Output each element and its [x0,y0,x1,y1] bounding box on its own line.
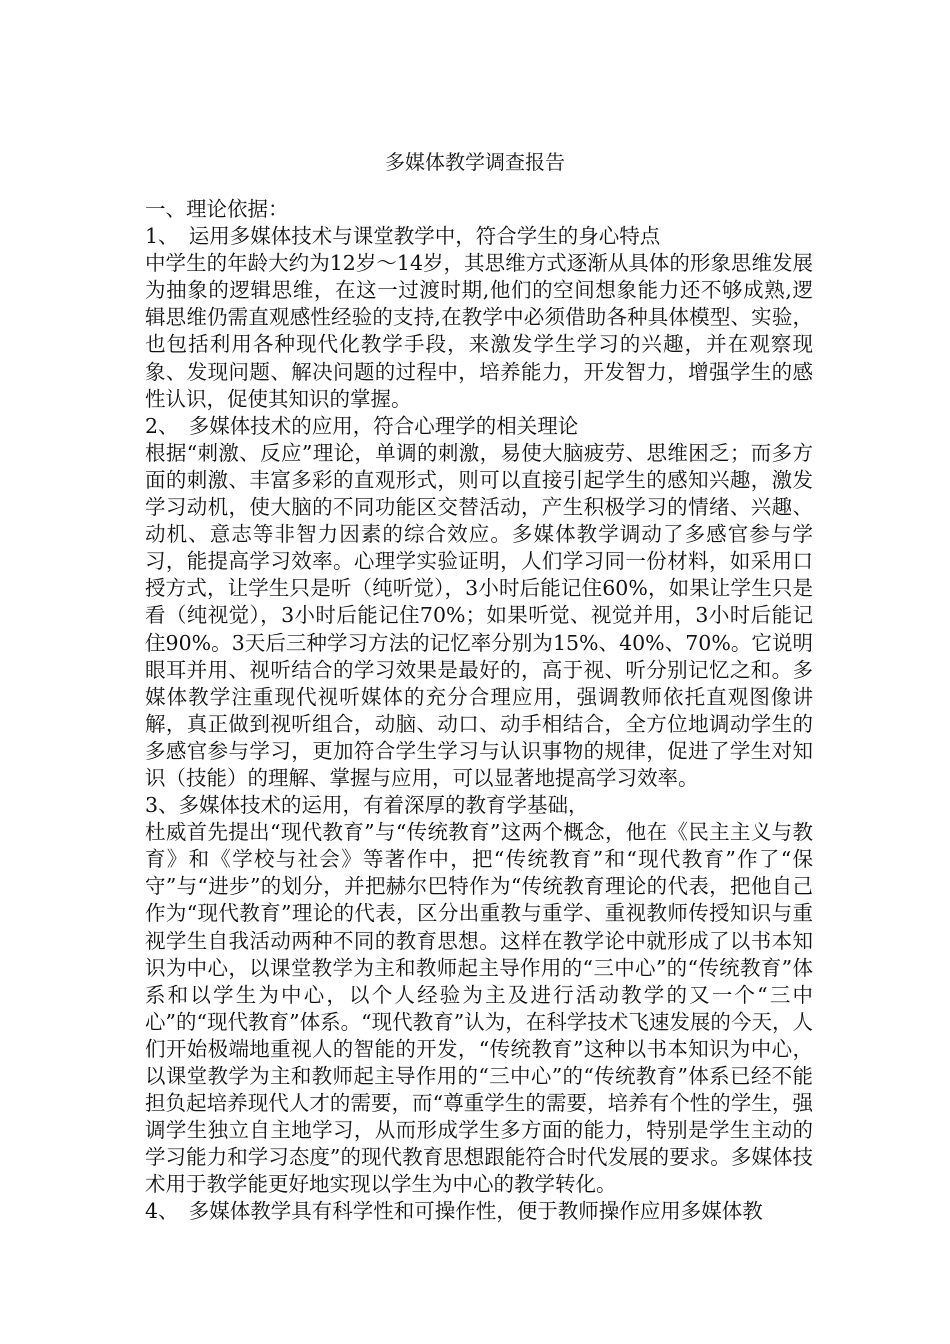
item-1-paragraph: 中学生的年龄大约为12岁～14岁，其思维方式逐渐从具体的形象思维发展为抽象的逻辑思维，在这一过渡时期,他们的空间想象能力还不够成熟,逻辑思维仍需直观感性经验的支持,在教学中必须借助各种具体模型、实验，也包括利用各种现代化教学手段，来激发学生学习的兴趣，并在观察现象、发现问题、解决问题的过程中，培养能力，开发智力，增强学生的感性认识，促使其知识的掌握。 [145,251,813,411]
document-title: 多媒体教学调查报告 [385,150,565,174]
document-body [145,196,813,1226]
item-3-heading: 3、多媒体技术的运用，有着深厚的教育学基础， [145,793,589,818]
section-heading-theory: 一、理论依据： [145,197,289,221]
item-4-heading: 4、 多媒体教学具有科学性和可操作性，便于教师操作应用多媒体教 [145,1199,763,1224]
item-3-paragraph: 杜威首先提出“现代教育”与“传统教育”这两个概念，他在《民主主义与教育》和《学校与社会》等著作中，把“传统教育”和“现代教育”作了“保守”与“进步”的划分，并把赫尔巴特作为“传统教育理论的代表，把他自己作为“现代教育”理论的代表，区分出重教与重学、重视教师传授知识与重视学生自我活动两种不同的教育思想。这样在教学论中就形成了以书本知识为中心，以课堂教学为主和教师起主导作用的“三中心”的“传统教育”体系和以学生为中心，以个人经验为主及进行活动教学的又一个“三中心”的“现代教育”体系。“现代教育”认为，在科学技术飞速发展的今天，人们开始极端地重视人的智能的开发，“传统教育”这种以书本知识为中心，以课堂教学为主和教师起主导作用的“三中心”的“传统教育”体系已经不能担负起培养现代人才的需要，而“尊重学生的需要，培养有个性的学生，强调学生独立自主地学习，从而形成学生多方面的能力，特别是学生主动的学习能力和学习态度”的现代教育思想跟能符合时代发展的要求。多媒体技术用于教学能更好地实现以学生为中心的教学转化。 [145,820,813,1197]
item-2-heading: 2、 多媒体技术的应用，符合心理学的相关理论 [145,413,579,438]
item-2-paragraph: 根据“刺激、反应”理论，单调的刺激，易使大脑疲劳、思维困乏；而多方面的刺激、丰富多彩的直观形式，则可以直接引起学生的感知兴趣，激发学习动机，使大脑的不同功能区交替活动，产生积极学习的情绪、兴趣、动机、意志等非智力因素的综合效应。多媒体教学调动了多感官参与学习，能提高学习效率。心理学实验证明，人们学习同一份材料，如采用口授方式，让学生只是听（纯听觉），3小时后能记住60%，如果让学生只是看（纯视觉），3小时后能记住70%；如果听觉、视觉并用，3小时后能记住90%。3天后三种学习方法的记忆率分别为15%、40%、70%。它说明眼耳并用、视听结合的学习效果是最好的，高于视、听分别记忆之和。多媒体教学注重现代视听媒体的充分合理应用，强调教师依托直观图像讲解，真正做到视听组合，动脑、动口、动手相结合，全方位地调动学生的多感官参与学习，更加符合学生学习与认识事物的规律，促进了学生对知识（技能）的理解、掌握与应用，可以显著地提高学习效率。 [145,440,813,790]
item-1-heading: 1、 运用多媒体技术与课堂教学中，符合学生的身心特点 [145,224,661,249]
